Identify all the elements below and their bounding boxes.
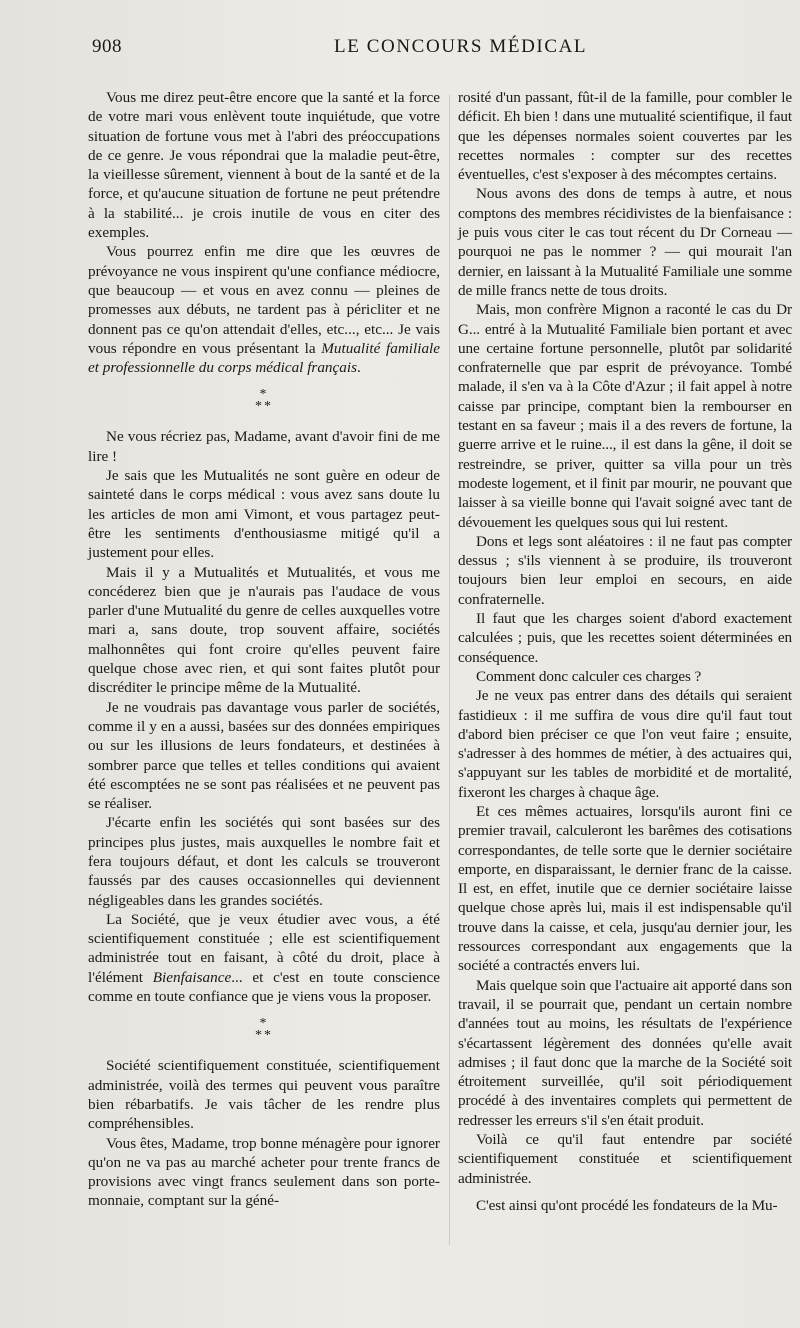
spacer [458, 1188, 792, 1196]
paragraph: Je ne veux pas entrer dans des détails qui seraient fastidieux : il me suffira de vous dire qu'il faut tout d'abord bien préciser ce que l'on veut faire ; ensuite, s'adresser à des hommes de métier, à des actuaires qui, s'appuyant sur les tables de morbidité et de mortalité, fixeront les charges à chaque âge. [458, 687, 792, 801]
paragraph: Société scientifiquement constituée, scientifiquement administrée, voilà des termes qui peuvent vous paraître bien rébarbatifs. Je vais tâcher de les rendre plus compréhensibles. [88, 1057, 440, 1133]
section-separator: * ** [255, 1016, 273, 1044]
paragraph: Il faut que les charges soient d'abord exactement calculées ; puis, que les recettes soient déterminées en conséquence. [458, 610, 792, 666]
page-number: 908 [92, 36, 122, 57]
paragraph: Vous me direz peut-être encore que la santé et la force de votre mari vous enlèvent toute inquiétude, que votre situation de fortune vous met à l'abri des préoccupations de ce genre. Je vous répondrai que la maladie peut-être, la vieillesse sûrement, viennent à bout de la santé et de la force, et qu'aucune situation de fortune ne peut prétendre à la stabilité... je crois inutile de vous en citer des exemples. [88, 89, 440, 242]
right-column [458, 88, 792, 1215]
column-divider [449, 95, 450, 1245]
paragraph: Mais il y a Mutualités et Mutualités, et vous me concéderez bien que je n'aurais pas l'audace de vous parler d'une Mutualité du genre de celles auxquelles votre mari a, sans doute, trop souvent affaire, sociétés malhonnêtes qui font croire qu'elles peuvent faire quelque chose avec rien, et qui sont faites plutôt pour discréditer le principe même de la Mutualité. [88, 563, 440, 697]
paragraph: Ne vous récriez pas, Madame, avant d'avoir fini de me lire ! [88, 428, 440, 465]
paragraph: Je ne voudrais pas davantage vous parler de sociétés, comme il y en a aussi, basées sur des données empiriques ou sur les illusions de leurs fondateurs, et destinées à sombrer parce que telles et telles conditions qui avaient été escomptées ne se sont pas réalisées et ne peuvent pas se réaliser. [88, 698, 440, 813]
paragraph: La Société, que je veux étudier avec vous, a été scientifiquement constituée ; elle est scientifiquement administrée tout en faisant, à côté du droit, place à l'élément Bienfaisance... et c'est en toute conscience comme en toute confiance que je viens vous la proposer. [88, 910, 440, 1006]
paragraph: Et ces mêmes actuaires, lorsqu'ils auront fini ce premier travail, calculeront les barêmes des cotisations correspondantes, de telle sorte que le dernier sociétaire emporte, en disparaissant, le dernier franc de la caisse. Il est, en effet, inutile que ce dernier sociétaire laisse quelque chose après lui, mais il est indispensable qu'il trouve dans la caisse, et cela, jusqu'au dernier jour, les ressources correspondant aux engagements que la société a contractés envers lui. [458, 802, 792, 975]
paragraph: Comment donc calculer ces charges ? [476, 667, 702, 685]
paragraph: Mais, mon confrère Mignon a raconté le cas du Dr G... entré à la Mutualité Familiale bien portant et avec une certaine fortune personnelle, plutôt par solidarité confraternelle que par esprit de prévoyance. Tombé malade, il s'en va à la Côte d'Azur ; il fait appel à notre caisse par principe, comptant bien la rembourser en testant en sa faveur ; mais il a des revers de fortune, la guerre arrive et le ruine..., il est dans la gêne, il doit se restreindre, se priver, quitter sa villa pour un très modeste logement, et il finit par mourir, ne pouvant que laisser à sa vieille bonne qui l'avait soigné avec tant de dévouement les quelques sous qui lui restent. [458, 301, 792, 531]
section-separator: * ** [255, 387, 273, 415]
italic-word: Bienfaisance [152, 968, 232, 986]
paragraph: rosité d'un passant, fût-il de la famille, pour combler le déficit. Eh bien ! dans une mutualité scientifique, il faut que les dépenses normales soient couvertes par les recettes normales : compter sur des recettes éventuelles, c'est s'exposer à des mécomptes certains. [458, 89, 792, 184]
journal-title: LE CONCOURS MÉDICAL [334, 36, 588, 57]
paragraph: Voilà ce qu'il faut entendre par société scientifiquement constituée et scientifiquement administrée. [458, 1131, 792, 1187]
italic-title: Mutualité familiale et professionnelle du corps médical français [88, 339, 441, 377]
paragraph: Je sais que les Mutualités ne sont guère en odeur de sainteté dans le corps médical : vous avez sans doute lu les articles de mon ami Vimont, et vous partagez peut-être les sentiments d'enthousiasme mitigé qu'il a justement pour elles. [88, 467, 440, 562]
paragraph: C'est ainsi qu'ont procédé les fondateurs de la Mu- [476, 1196, 778, 1214]
paragraph: Vous pourrez enfin me dire que les œuvres de prévoyance ne vous inspirent qu'une confiance médiocre, que beaucoup — et vous en avez connu — pleines de promesses aux débuts, ne tardent pas à péricliter et ne donnent pas ce qu'on attendait d'elles, etc..., etc... Je vais vous répondre en vous présentant la Mutualité familiale et professionnelle du corps médical français. [88, 243, 441, 377]
page-header [0, 32, 800, 66]
paragraph: Vous êtes, Madame, trop bonne ménagère pour ignorer qu'on ne va pas au marché acheter pour trente francs de provisions avec vingt francs seulement dans son porte-monnaie, comptant sur la géné- [88, 1134, 440, 1210]
paragraph: Mais quelque soin que l'actuaire ait apporté dans son travail, il se pourrait que, pendant un certain nombre d'années tout au moins, les résultats de l'expérience s'écartassent légèrement des données qu'elle avait admises ; il faut donc que la marche de la Société soit étroitement surveillée, qu'il soit périodiquement procédé à des inventaires complets qui permettent de redresser les erreurs s'il s'en était produit. [458, 976, 792, 1129]
left-column [88, 88, 440, 1211]
paragraph: Dons et legs sont aléatoires : il ne faut pas compter dessus ; s'ils viennent à se produire, ils trouveront toujours bien leur emploi en secours, en aide confraternelle. [458, 532, 792, 608]
paragraph: J'écarte enfin les sociétés qui sont basées sur des principes plus justes, mais auxquelles le nombre fait et fera toujours défaut, et dont les calculs se trouveront faussés par des causes occasionnelles qui deviennent négligeables dans les grandes sociétés. [88, 814, 440, 909]
paragraph: Nous avons des dons de temps à autre, et nous comptons des membres récidivistes de la bienfaisance : je puis vous citer le cas tout récent du Dr Corneau — pourquoi ne pas le nommer ? — qui mourait l'an dernier, en laissant à la Mutualité Familiale une somme de mille francs nette de tous droits. [458, 185, 792, 299]
